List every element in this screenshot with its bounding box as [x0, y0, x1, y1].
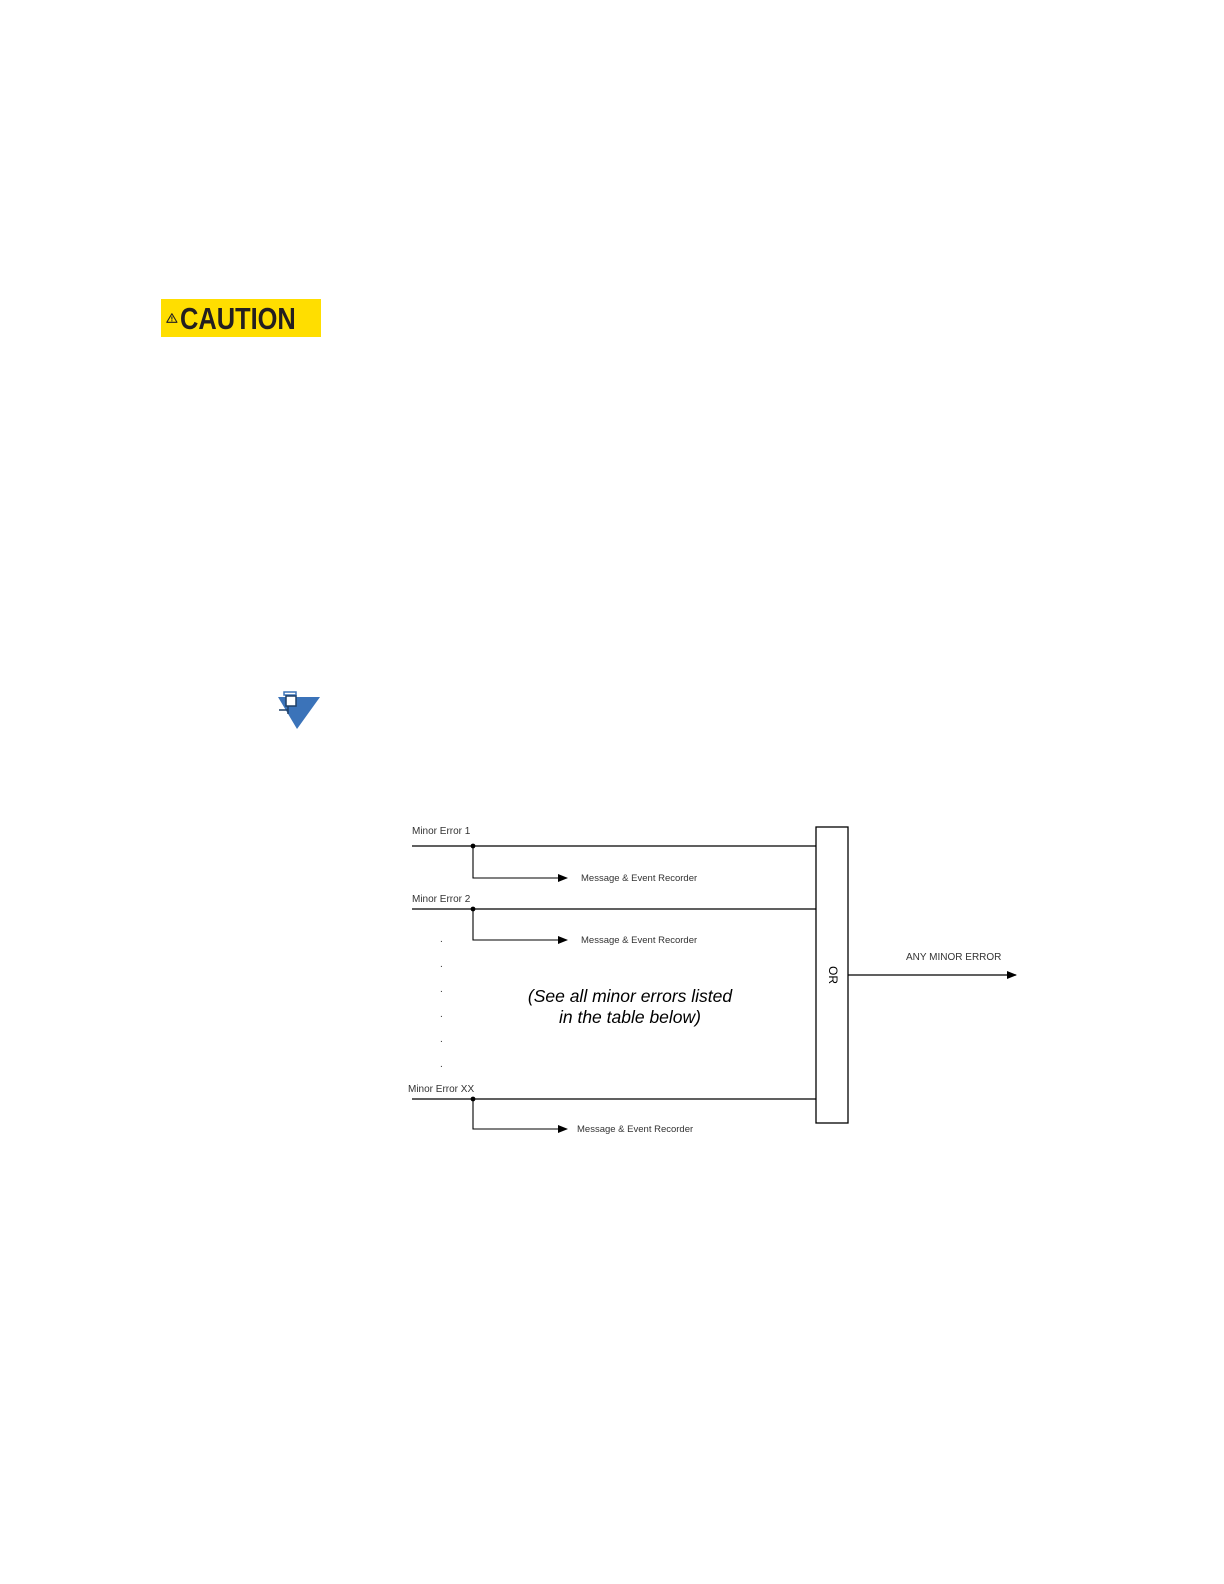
branch-arrow	[473, 1099, 567, 1129]
branch-arrow	[473, 846, 567, 878]
annotation-line-1: (See all minor errors listed	[527, 986, 733, 1006]
ellipsis-dot: .	[440, 1034, 443, 1045]
input-label: Minor Error 2	[412, 894, 471, 905]
ellipsis-dot: .	[440, 1059, 443, 1070]
input-minor-error-1	[412, 826, 816, 884]
caution-label: CAUTION	[179, 300, 296, 336]
ellipsis-dots	[440, 934, 443, 1070]
warning-triangle-icon	[166, 305, 178, 331]
input-label: Minor Error XX	[408, 1084, 475, 1095]
branch-arrow	[473, 909, 567, 940]
output-label: Message & Event Recorder	[577, 1124, 694, 1135]
ellipsis-dot: .	[440, 934, 443, 945]
output-label: Message & Event Recorder	[581, 873, 698, 884]
minor-error-logic-diagram	[400, 815, 1030, 1145]
ellipsis-dot: .	[440, 1009, 443, 1020]
ellipsis-dot: .	[440, 984, 443, 995]
annotation-line-2: in the table below)	[558, 1007, 702, 1027]
ellipsis-dot: .	[440, 959, 443, 970]
output-label: Message & Event Recorder	[581, 935, 698, 946]
input-label: Minor Error 1	[412, 826, 471, 837]
or-gate-label: OR	[825, 966, 840, 984]
caution-badge	[161, 299, 321, 337]
note-pin-icon	[276, 690, 322, 732]
input-minor-error-2	[412, 894, 816, 946]
input-minor-error-xx	[408, 1084, 816, 1135]
output-signal-label: ANY MINOR ERROR	[906, 952, 1002, 963]
